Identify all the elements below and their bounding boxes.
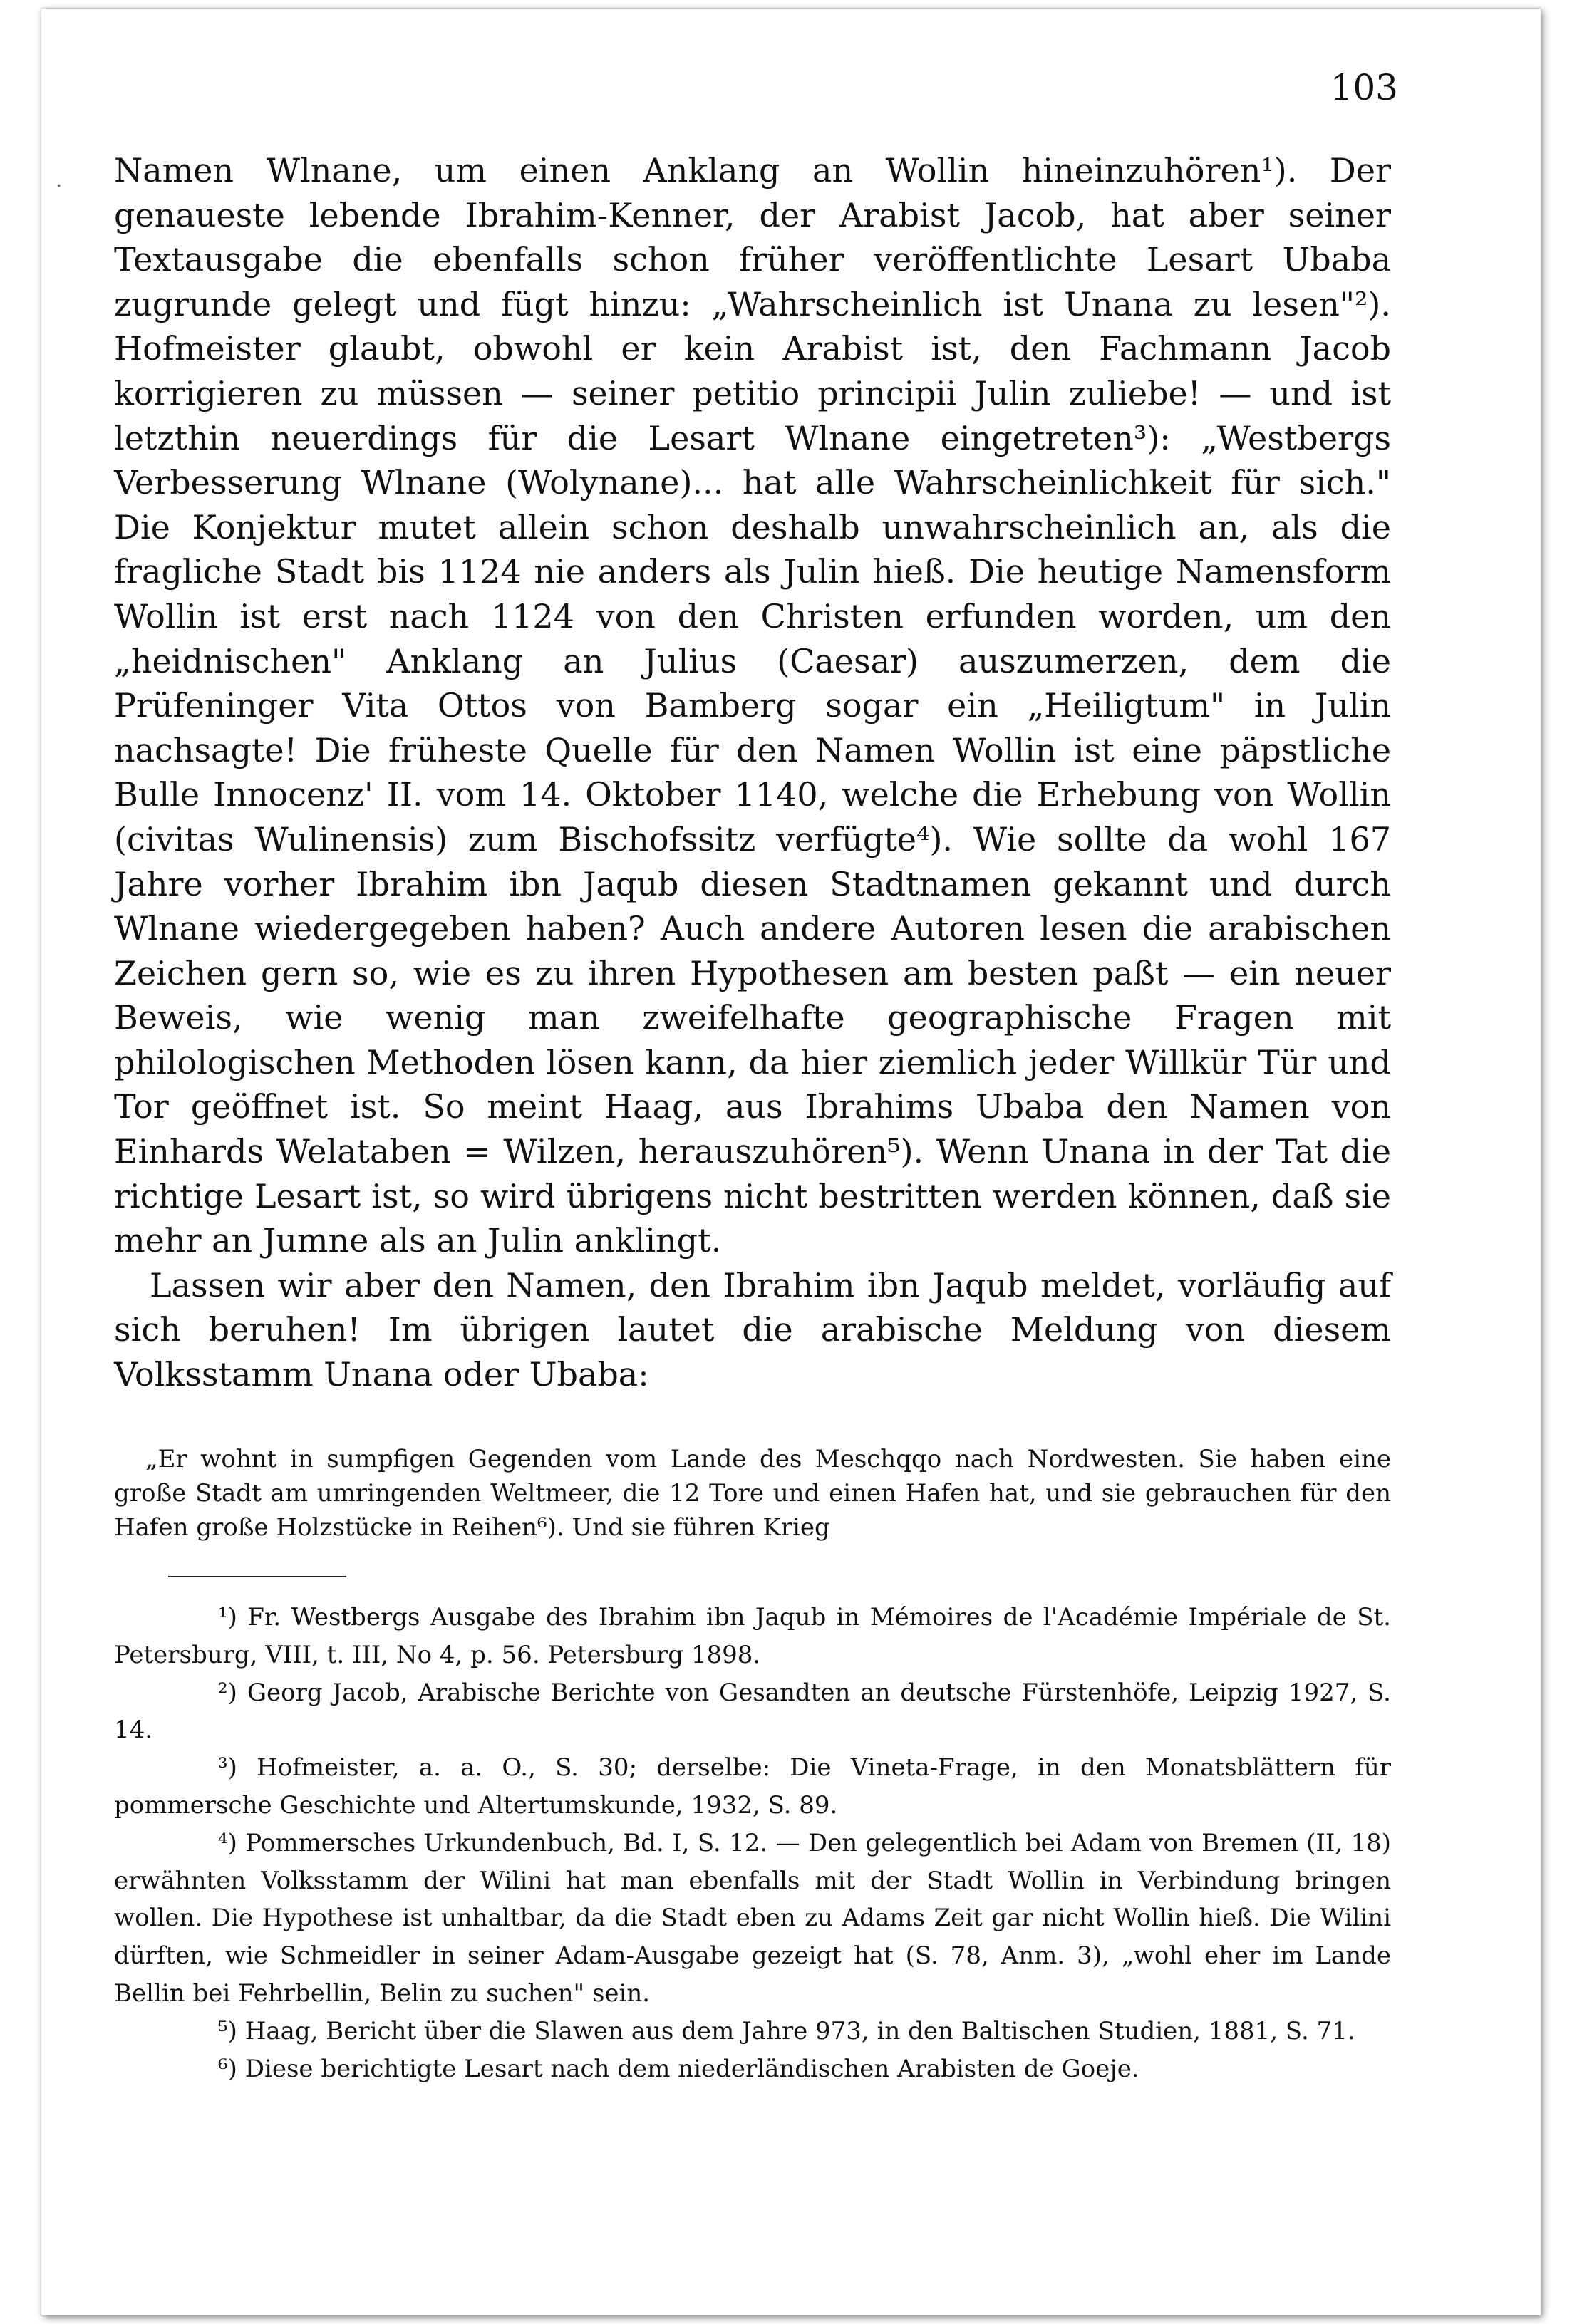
footnote-2: ²) Georg Jacob, Arabische Berichte von Gesandten an deutsche Fürstenhöfe, Leipzig 1927, S. 14.: [114, 1678, 1391, 1745]
footnote-4: ⁴) Pommersches Urkundenbuch, Bd. I, S. 12. — Den gelegentlich bei Adam von Bremen (II, 18) erwähnten Volksstamm der Wilini hat man ebenfalls mit der Stadt Wollin in Verbindung bringen wollen. Die Hypothese ist unhaltbar, da die Stadt eben zu Adams Zeit gar nicht Wollin hieß. Die Wilini dürften, wie Schmeidler in seiner Adam-Ausgabe gezeigt hat (S. 78, Anm. 3), „wohl eher im Lande Bellin bei Fehrbellin, Belin zu suchen" sein.: [114, 1828, 1391, 2008]
block-quote: [114, 1442, 1391, 1545]
footnote-3: ³) Hofmeister, a. a. O., S. 30; derselbe: Die Vineta-Frage, in den Monatsblättern für pommersche Geschichte und Altertumskunde, 1932, S. 89.: [114, 1753, 1391, 1820]
margin-mark: ·: [56, 174, 63, 199]
page-number: 103: [1330, 67, 1398, 108]
footnote-1: ¹) Fr. Westbergs Ausgabe des Ibrahim ibn Jaqub in Mémoires de l'Académie Impériale de St. Petersburg, VIII, t. III, No 4, p. 56. Petersburg 1898.: [114, 1603, 1391, 1669]
footnote-5: ⁵) Haag, Bericht über die Slawen aus dem Jahre 973, in den Baltischen Studien, 1881, S. 71.: [218, 2016, 1355, 2045]
footnote-6: ⁶) Diese berichtigte Lesart nach dem niederländischen Arabisten de Goeje.: [218, 2054, 1139, 2083]
footnotes: [114, 1599, 1391, 2087]
body-paragraph-2: Lassen wir aber den Namen, den Ibrahim ibn Jaqub meldet, vorläufig auf sich beruhen! Im übrigen lautet die arabische Meldung von diesem Volksstamm Unana oder Ubaba:: [114, 1265, 1391, 1394]
body-paragraph-1: Namen Wlnane, um einen Anklang an Wollin hineinzuhören¹). Der genaueste lebende Ibrahim-Kenner, der Arabist Jacob, hat aber seiner Textausgabe die ebenfalls schon früher veröffentlichte Lesart Ubaba zugrunde gelegt und fügt hinzu: „Wahrscheinlich ist Unana zu lesen"²). Hofmeister glaubt, obwohl er kein Arabist ist, den Fachmann Jacob korrigieren zu müssen — seiner petitio principii Julin zuliebe! — und ist letzthin neuerdings für die Lesart Wlnane eingetreten³): „Westbergs Verbesserung Wlnane (Wolynane)... hat alle Wahrscheinlichkeit für sich." Die Konjektur mutet allein schon deshalb unwahrscheinlich an, als die fragliche Stadt bis 1124 nie anders als Julin hieß. Die heutige Namensform Wollin ist erst nach 1124 von den Christen erfunden worden, um den „heidnischen" Anklang an Julius (Caesar) auszumerzen, dem die Prüfeninger Vita Ottos von Bamberg sogar ein „Heiligtum" in Julin nachsagte! Die früheste Quelle für den Namen Wollin ist eine päpstliche Bulle Innocenz' II. vom 14. Oktober 1140, welche die Erhebung von Wollin (civitas Wulinensis) zum Bischofssitz verfügte⁴). Wie sollte da wohl 167 Jahre vorher Ibrahim ibn Jaqub diesen Stadtnamen gekannt und durch Wlnane wiedergegeben haben? Auch andere Autoren lesen die arabischen Zeichen gern so, wie es zu ihren Hypothesen am besten paßt — ein neuer Beweis, wie wenig man zweifelhafte geographische Fragen mit philologischen Methoden lösen kann, da hier ziemlich jeder Willkür Tür und Tor geöffnet ist. So meint Haag, aus Ibrahims Ubaba den Namen von Einhards Welataben = Wilzen, herauszuhören⁵). Wenn Unana in der Tat die richtige Lesart ist, so wird übrigens nicht bestritten werden können, daß sie mehr an Jumne als an Julin anklingt.: [114, 151, 1391, 1260]
quote-text: „Er wohnt in sumpfigen Gegenden vom Lande des Meschqqo nach Nordwesten. Sie haben eine große Stadt am umringenden Weltmeer, die 12 Tore und einen Hafen hat, und sie gebrauchen für den Hafen große Holzstücke in Reihen⁶). Und sie führen Krieg: [114, 1445, 1391, 1542]
main-text: [114, 148, 1391, 1397]
book-page: [41, 9, 1541, 2315]
footnote-divider: [168, 1576, 346, 1577]
